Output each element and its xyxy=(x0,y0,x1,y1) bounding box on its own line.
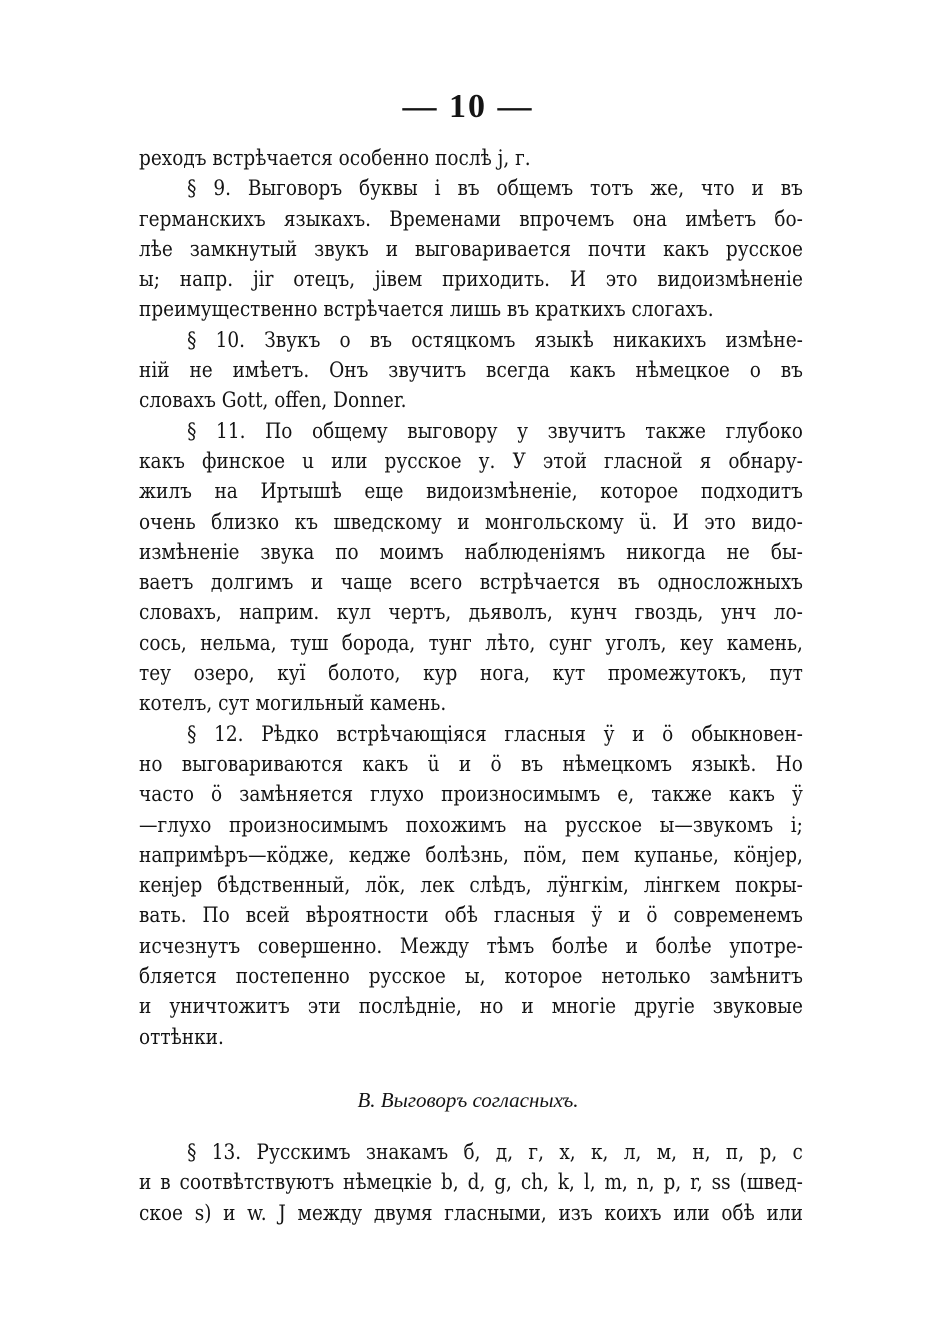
text-line: исчезнутъ совершенно. Между тѣмъ болѣе и болѣе употре- xyxy=(139,933,803,959)
text-line: § 10. Звукъ о въ остяцкомъ языкѣ никакихъ измѣне- xyxy=(187,327,803,353)
text-line: ній не имѣетъ. Онъ звучитъ всегда какъ нѣмецкое о въ xyxy=(139,358,803,384)
text-line: преимущественно встрѣчается лишь въ краткихъ слогахъ. xyxy=(139,297,714,323)
text-line: какъ финское u или русское у. У этой гласной я обнару- xyxy=(139,448,803,474)
page-number: — 10 — xyxy=(402,88,534,125)
main-text-block xyxy=(139,144,803,1053)
text-line: и уничтожитъ эти послѣдніе, но и многіе другіе звуковые xyxy=(139,994,803,1020)
text-line: жилъ на Иртышѣ еще видоизмѣненіе, которое подходитъ xyxy=(139,479,803,505)
text-line: бляется постепенно русское ы, которое нетолько замѣнитъ xyxy=(139,964,803,990)
text-line: § 9. Выговоръ буквы i въ общемъ тотъ же, что и въ xyxy=(187,176,803,202)
text-line: лѣе замкнутый звукъ и выговаривается почти какъ русское xyxy=(139,236,803,262)
text-line: котелъ, сут могильный камень. xyxy=(139,691,447,717)
text-line: вать. По всей вѣроятности обѣ гласныя ӱ и ӧ современемъ xyxy=(139,903,803,929)
text-line: словахъ Gott, offen, Donner. xyxy=(139,388,407,414)
text-line: часто ö замѣняется глухо произносимымъ е, также какъ ӱ xyxy=(139,782,803,808)
text-line: ваетъ долгимъ и чаще всего встрѣчается въ односложныхъ xyxy=(139,570,803,596)
text-line: и в соотвѣтствуютъ нѣмецкіе b, d, g, ch, k, l, m, n, p, r, ss (швед- xyxy=(139,1170,803,1196)
text-line: ы; напр. jir отецъ, jiвем приходить. И это видоизмѣненіе xyxy=(139,267,803,293)
text-line: реходъ встрѣчается особенно послѣ j, г. xyxy=(139,146,531,171)
text-line: § 12. Рѣдко встрѣчающіяся гласныя ӱ и ӧ обыкновен- xyxy=(187,721,803,747)
section-subheading: B. Выговоръ согласныхъ. xyxy=(357,1088,579,1112)
text-line: теу озеро, куї болото, кур нога, кут промежутокъ, пут xyxy=(139,661,803,687)
text-line: кенјер бѣдственный, лӧк, лек слѣдъ, лӱнгкім, лінгкем покры- xyxy=(139,873,803,899)
text-line: § 11. По общему выговору у звучитъ также глубоко xyxy=(187,418,803,444)
text-line: ское s) и w. J между двумя гласными, изъ коихъ или обѣ или xyxy=(139,1200,803,1226)
text-line: словахъ, наприм. кул чертъ, дьяволъ, кунч гвоздь, унч ло- xyxy=(139,600,803,626)
text-line: сось, нельма, туш борода, тунг лѣто, сунг уголъ, кеу камень, xyxy=(139,630,803,656)
section-13-text-block xyxy=(139,1138,803,1229)
text-line: оттѣнки. xyxy=(139,1024,224,1050)
text-line: германскихъ языкахъ. Временами впрочемъ она имѣетъ бо- xyxy=(139,206,803,232)
text-line: измѣненіе звука по моимъ наблюденіямъ никогда не бы- xyxy=(139,539,803,565)
text-line: но выговариваются какъ ü и ö въ нѣмецкомъ языкѣ. Но xyxy=(139,751,803,777)
text-line: —глухо произносимымъ похожимъ на русское ы—звукомъ і; xyxy=(139,812,803,838)
text-line: § 13. Русскимъ знакамъ б, д, г, х, к, л, м, н, п, р, с xyxy=(187,1140,803,1165)
text-line: напримѣръ—кӧдже, кедже болѣзнь, пӧм, пем купанье, кӧнјер, xyxy=(139,842,803,868)
text-line: очень близко къ шведскому и монгольскому ü. И это видо- xyxy=(139,509,803,535)
